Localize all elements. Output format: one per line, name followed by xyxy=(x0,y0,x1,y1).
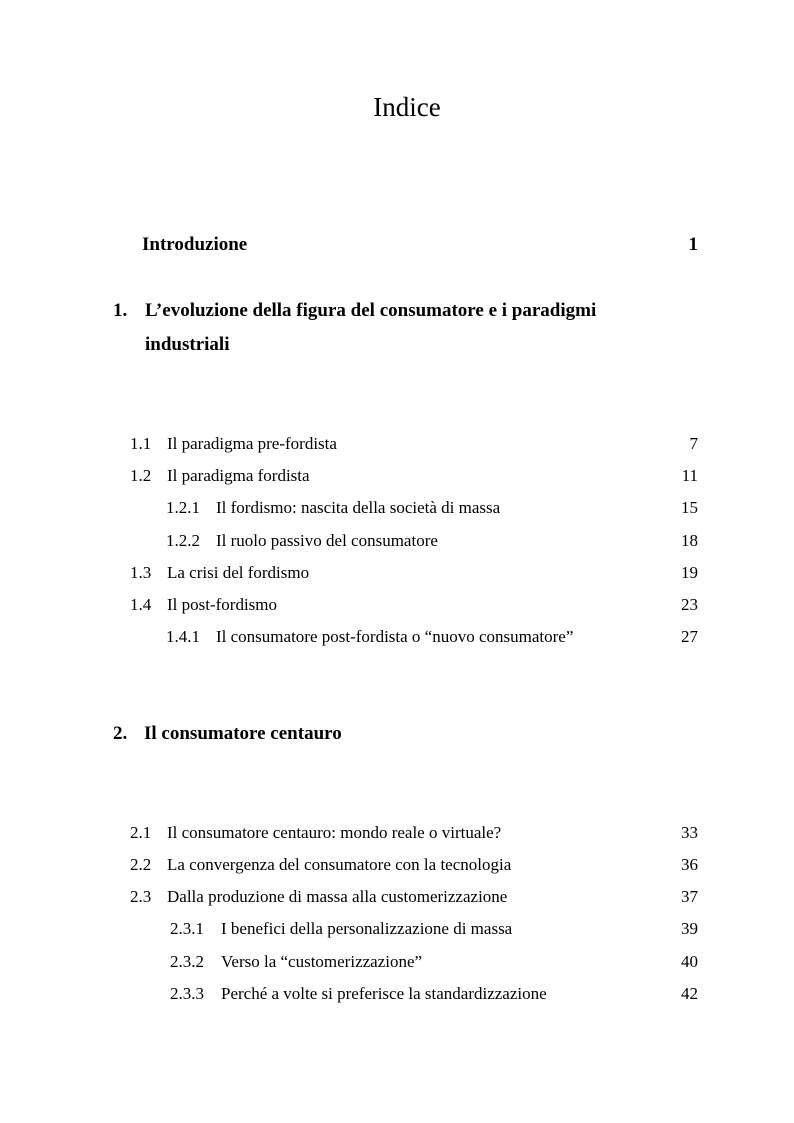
section-page: 39 xyxy=(681,919,698,938)
section-label: I benefici della personalizzazione di massa xyxy=(221,919,513,938)
section-page: 27 xyxy=(681,627,698,646)
toc-entry[interactable] xyxy=(0,595,794,625)
section-number: 2.3.1 xyxy=(170,919,204,938)
toc-entry[interactable] xyxy=(0,823,794,853)
section-page: 11 xyxy=(681,466,698,485)
section-number: 1.2 xyxy=(130,466,152,485)
toc-entry-page: 1 xyxy=(688,234,698,255)
section-label: Il post-fordismo xyxy=(167,595,278,614)
section-label: Il consumatore centauro: mondo reale o virtuale? xyxy=(167,823,502,842)
section-page: 7 xyxy=(689,434,698,453)
toc-entry[interactable] xyxy=(0,466,794,496)
chapter-heading-1[interactable] xyxy=(113,294,673,362)
section-page: 36 xyxy=(681,855,698,874)
section-page: 37 xyxy=(681,887,698,906)
section-number: 1.2.1 xyxy=(166,498,200,517)
toc-entry[interactable] xyxy=(0,531,794,561)
toc-entry-introduction[interactable] xyxy=(0,234,794,264)
toc-entry[interactable] xyxy=(0,952,794,982)
section-label: Il paradigma pre-fordista xyxy=(167,434,337,453)
section-label: Dalla produzione di massa alla customerizzazione xyxy=(167,887,508,906)
section-label: La convergenza del consumatore con la tecnologia xyxy=(167,855,512,874)
page-title: Indice xyxy=(373,92,441,122)
section-number: 2.3.3 xyxy=(170,984,204,1003)
section-page: 23 xyxy=(681,595,698,614)
section-number: 1.2.2 xyxy=(166,531,200,550)
section-number: 2.2 xyxy=(130,855,152,874)
section-page: 18 xyxy=(681,531,698,550)
section-label: Perché a volte si preferisce la standardizzazione xyxy=(221,984,547,1003)
toc-entry[interactable] xyxy=(0,434,794,464)
toc-entry[interactable] xyxy=(0,498,794,528)
section-page: 33 xyxy=(681,823,698,842)
section-page: 15 xyxy=(681,498,698,517)
section-label: La crisi del fordismo xyxy=(167,563,310,582)
chapter-title: Il consumatore centauro xyxy=(144,723,342,744)
toc-entry[interactable] xyxy=(0,563,794,593)
toc-entry[interactable] xyxy=(0,984,794,1014)
section-label: Il consumatore post-fordista o “nuovo consumatore” xyxy=(216,627,574,646)
section-label: Verso la “customerizzazione” xyxy=(221,952,423,971)
section-number: 1.3 xyxy=(130,563,152,582)
section-number: 2.3.2 xyxy=(170,952,204,971)
toc-entry[interactable] xyxy=(0,627,794,657)
chapter-heading-2[interactable] xyxy=(113,717,673,751)
toc-entry[interactable] xyxy=(0,919,794,949)
section-number: 1.4 xyxy=(130,595,152,614)
section-page: 42 xyxy=(681,984,698,1003)
toc-entry-label: Introduzione xyxy=(142,234,248,255)
section-label: Il ruolo passivo del consumatore xyxy=(216,531,438,550)
section-page: 19 xyxy=(681,563,698,582)
section-label: Il paradigma fordista xyxy=(167,466,310,485)
section-number: 2.3 xyxy=(130,887,152,906)
section-page: 40 xyxy=(681,952,698,971)
chapter-number: 1. xyxy=(113,300,128,321)
chapter-number: 2. xyxy=(113,723,128,744)
section-number: 1.1 xyxy=(130,434,152,453)
section-number: 1.4.1 xyxy=(166,627,200,646)
toc-entry[interactable] xyxy=(0,887,794,917)
section-number: 2.1 xyxy=(130,823,152,842)
chapter-title: L’evoluzione della figura del consumatore e i paradigmi industriali xyxy=(145,300,597,355)
section-label: Il fordismo: nascita della società di massa xyxy=(216,498,501,517)
toc-entry[interactable] xyxy=(0,855,794,885)
